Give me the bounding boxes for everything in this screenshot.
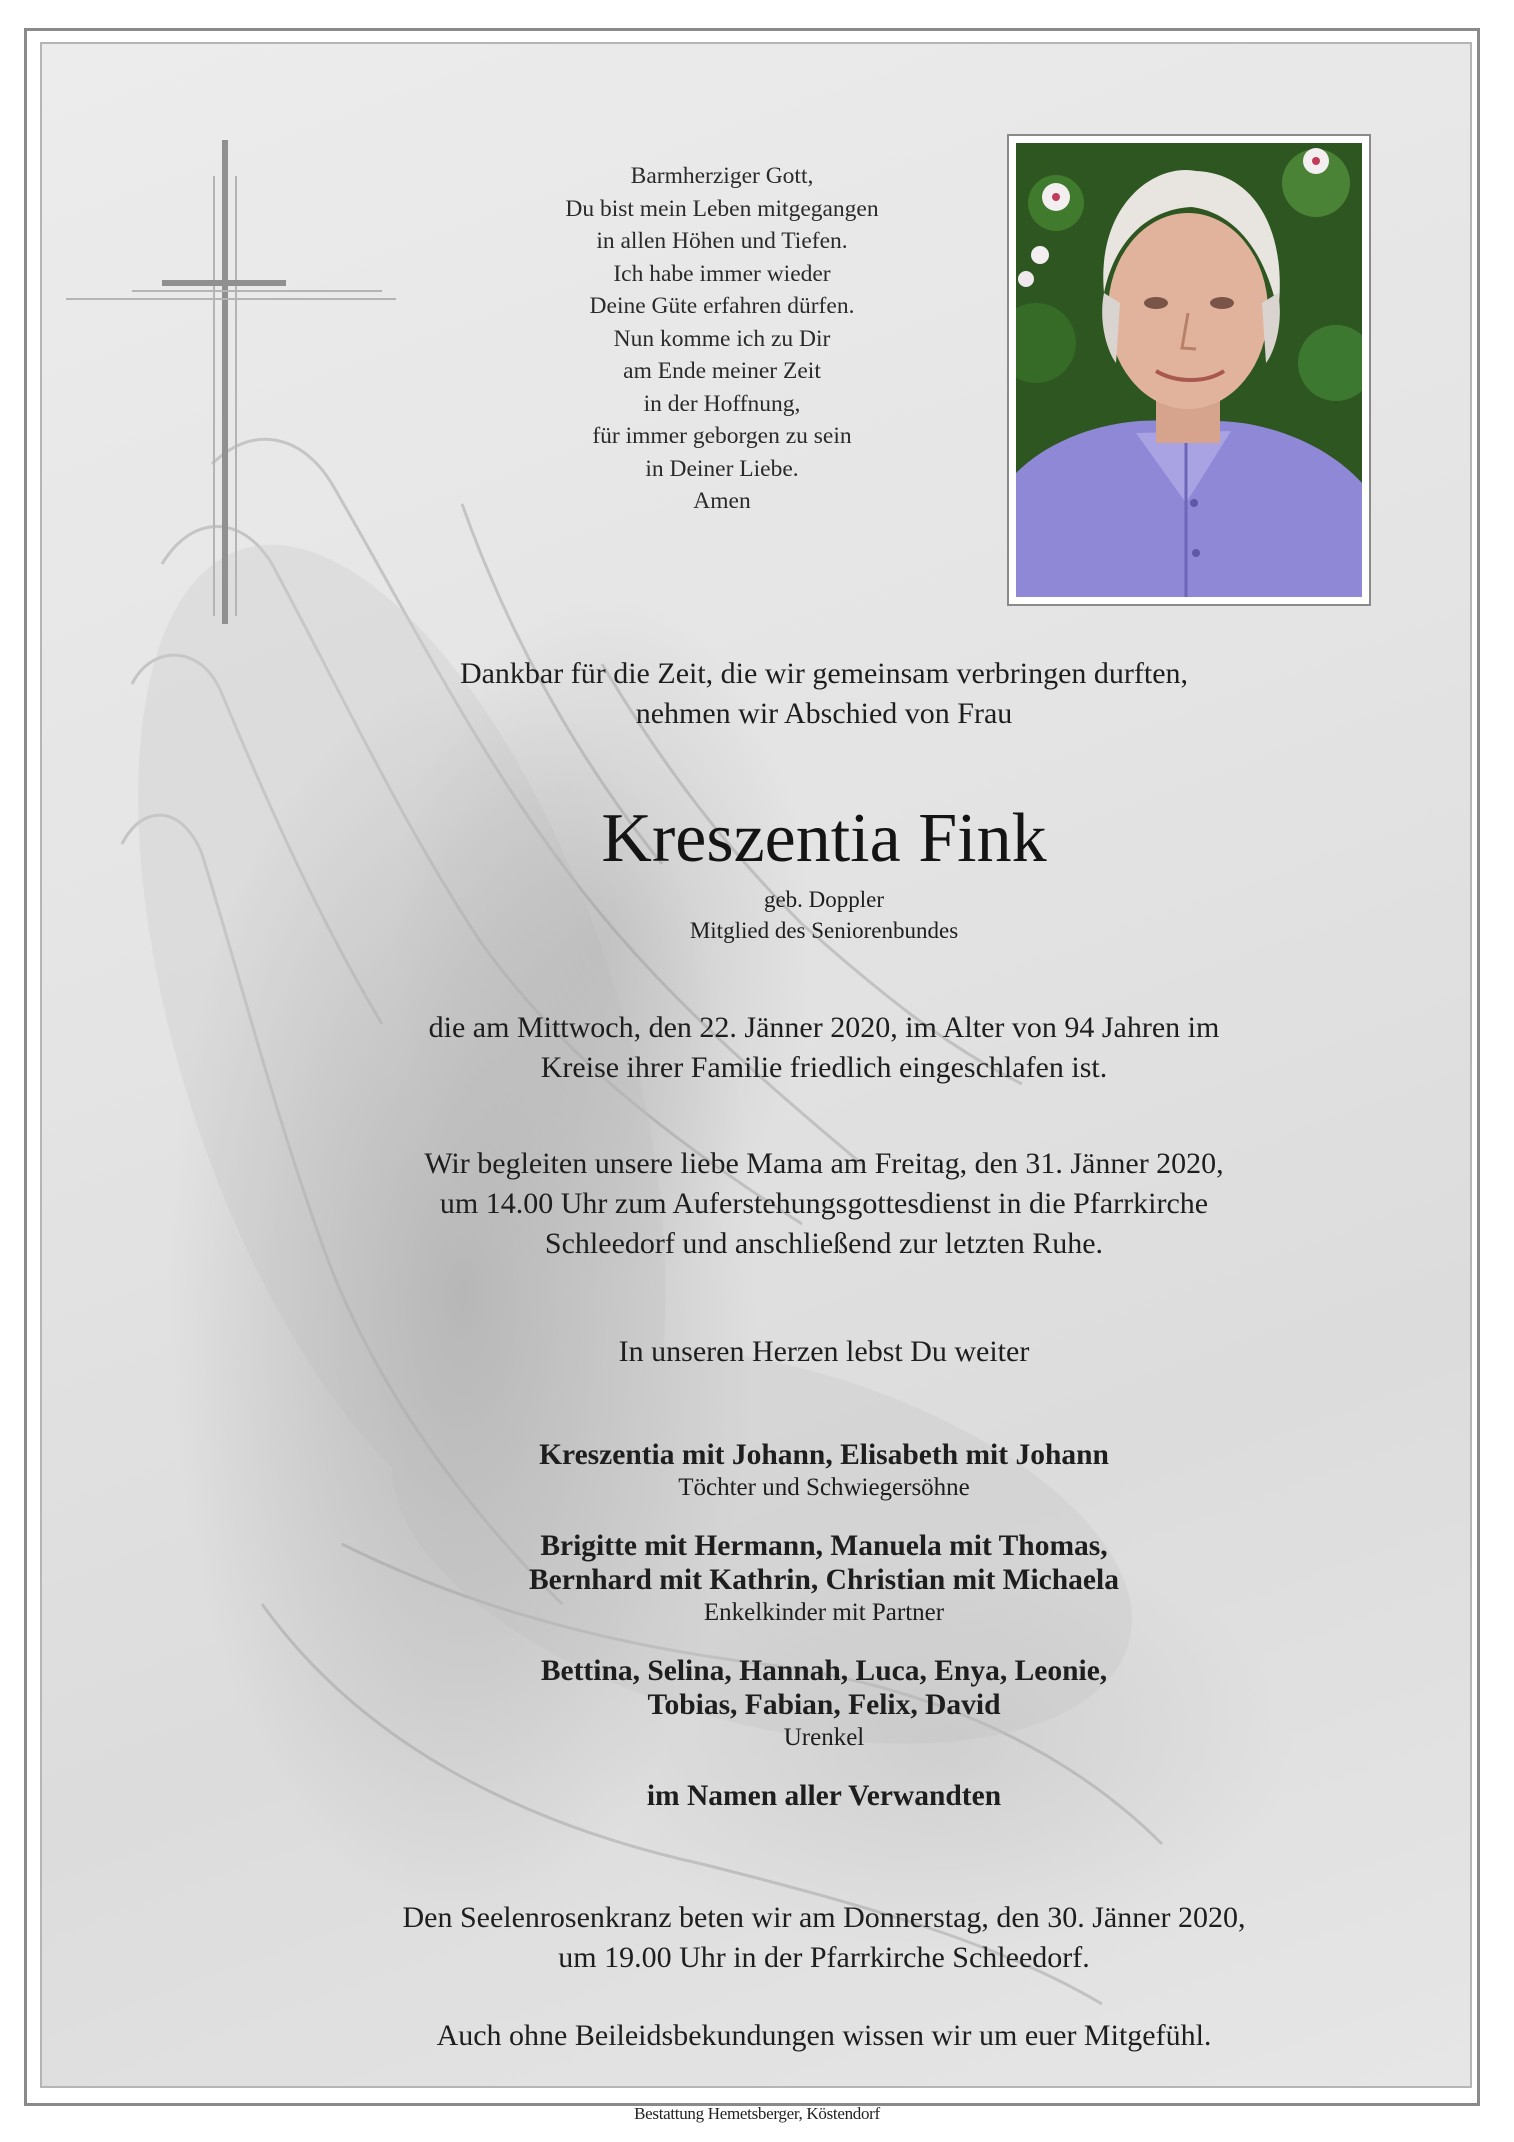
membership: Mitglied des Seniorenbundes — [689, 918, 959, 943]
death-line: Kreise ihrer Familie friedlich eingeschlafen ist. — [540, 1051, 1108, 1084]
prayer-line: Barmherziger Gott, — [630, 163, 814, 189]
funeral-line: um 14.00 Uhr zum Auferstehungsgottesdienst in die Pfarrkirche — [439, 1187, 1209, 1220]
funeral-home-footer: Bestattung Hemetsberger, Köstendorf — [634, 2104, 880, 2123]
family-names: Kreszentia mit Johann, Elisabeth mit Johann — [539, 1439, 1109, 1471]
rosary-line: um 19.00 Uhr in der Pfarrkirche Schleedorf. — [558, 1941, 1090, 1974]
family-role: Enkelkinder mit Partner — [703, 1599, 945, 1626]
portrait-illustration — [1016, 143, 1362, 597]
family-list — [302, 1438, 1346, 1813]
family-role: Urenkel — [783, 1724, 865, 1751]
prayer-line: Nun komme ich zu Dir — [613, 325, 831, 352]
rosary-line: Den Seelenrosenkranz beten wir am Donnerstag, den 30. Jänner 2020, — [402, 1901, 1246, 1934]
funeral-line: Schleedorf und anschließend zur letzten Ruhe. — [544, 1227, 1104, 1260]
portrait-photo — [1016, 143, 1362, 597]
family-names: Tobias, Fabian, Felix, David — [647, 1689, 1001, 1721]
family-role: Töchter und Schwiegersöhne — [678, 1474, 970, 1501]
death-notice — [302, 1008, 1346, 1088]
prayer-line: in der Hoffnung, — [643, 390, 801, 417]
intro-line: Dankbar für die Zeit, die wir gemeinsam verbringen durften, — [459, 657, 1189, 690]
family-group — [302, 1654, 1346, 1753]
prayer-line: in allen Höhen und Tiefen. — [596, 228, 848, 254]
deceased-name: Kreszentia Fink — [601, 800, 1047, 877]
family-names: Brigitte mit Hermann, Manuela mit Thomas, — [540, 1530, 1108, 1562]
prayer-line: Deine Güte erfahren dürfen. — [589, 293, 855, 319]
family-group — [302, 1779, 1346, 1813]
prayer-line: für immer geborgen zu sein — [592, 423, 852, 449]
family-group — [302, 1438, 1346, 1503]
intro-text — [302, 654, 1346, 734]
maiden-name: geb. Doppler — [763, 887, 885, 912]
family-group — [302, 1529, 1346, 1628]
deceased-details — [302, 884, 1346, 946]
family-names: Bernhard mit Kathrin, Christian mit Michaela — [529, 1564, 1119, 1596]
prayer-line: am Ende meiner Zeit — [623, 358, 821, 384]
heart-line: In unseren Herzen lebst Du weiter — [618, 1335, 1030, 1368]
prayer-line: in Deiner Liebe. — [645, 455, 799, 482]
cross-icon — [66, 140, 326, 640]
portrait-photo-frame — [1007, 134, 1371, 606]
prayer-poem — [462, 160, 982, 518]
funeral-line: Wir begleiten unsere liebe Mama am Freitag, den 31. Jänner 2020, — [424, 1147, 1224, 1180]
rosary-notice — [302, 1898, 1346, 1978]
funeral-notice — [302, 1144, 1346, 1264]
family-names: Bettina, Selina, Hannah, Luca, Enya, Leonie, — [540, 1655, 1108, 1687]
obituary-sheet — [40, 42, 1472, 2088]
prayer-line: Amen — [693, 488, 751, 514]
death-line: die am Mittwoch, den 22. Jänner 2020, im Alter von 94 Jahren im — [428, 1011, 1220, 1044]
closing-line: Auch ohne Beileidsbekundungen wissen wir um euer Mitgefühl. — [436, 2019, 1212, 2052]
family-names: im Namen aller Verwandten — [646, 1780, 1002, 1812]
prayer-line: Ich habe immer wieder — [613, 260, 831, 287]
prayer-line: Du bist mein Leben mitgegangen — [565, 195, 879, 222]
intro-line: nehmen wir Abschied von Frau — [635, 697, 1013, 730]
